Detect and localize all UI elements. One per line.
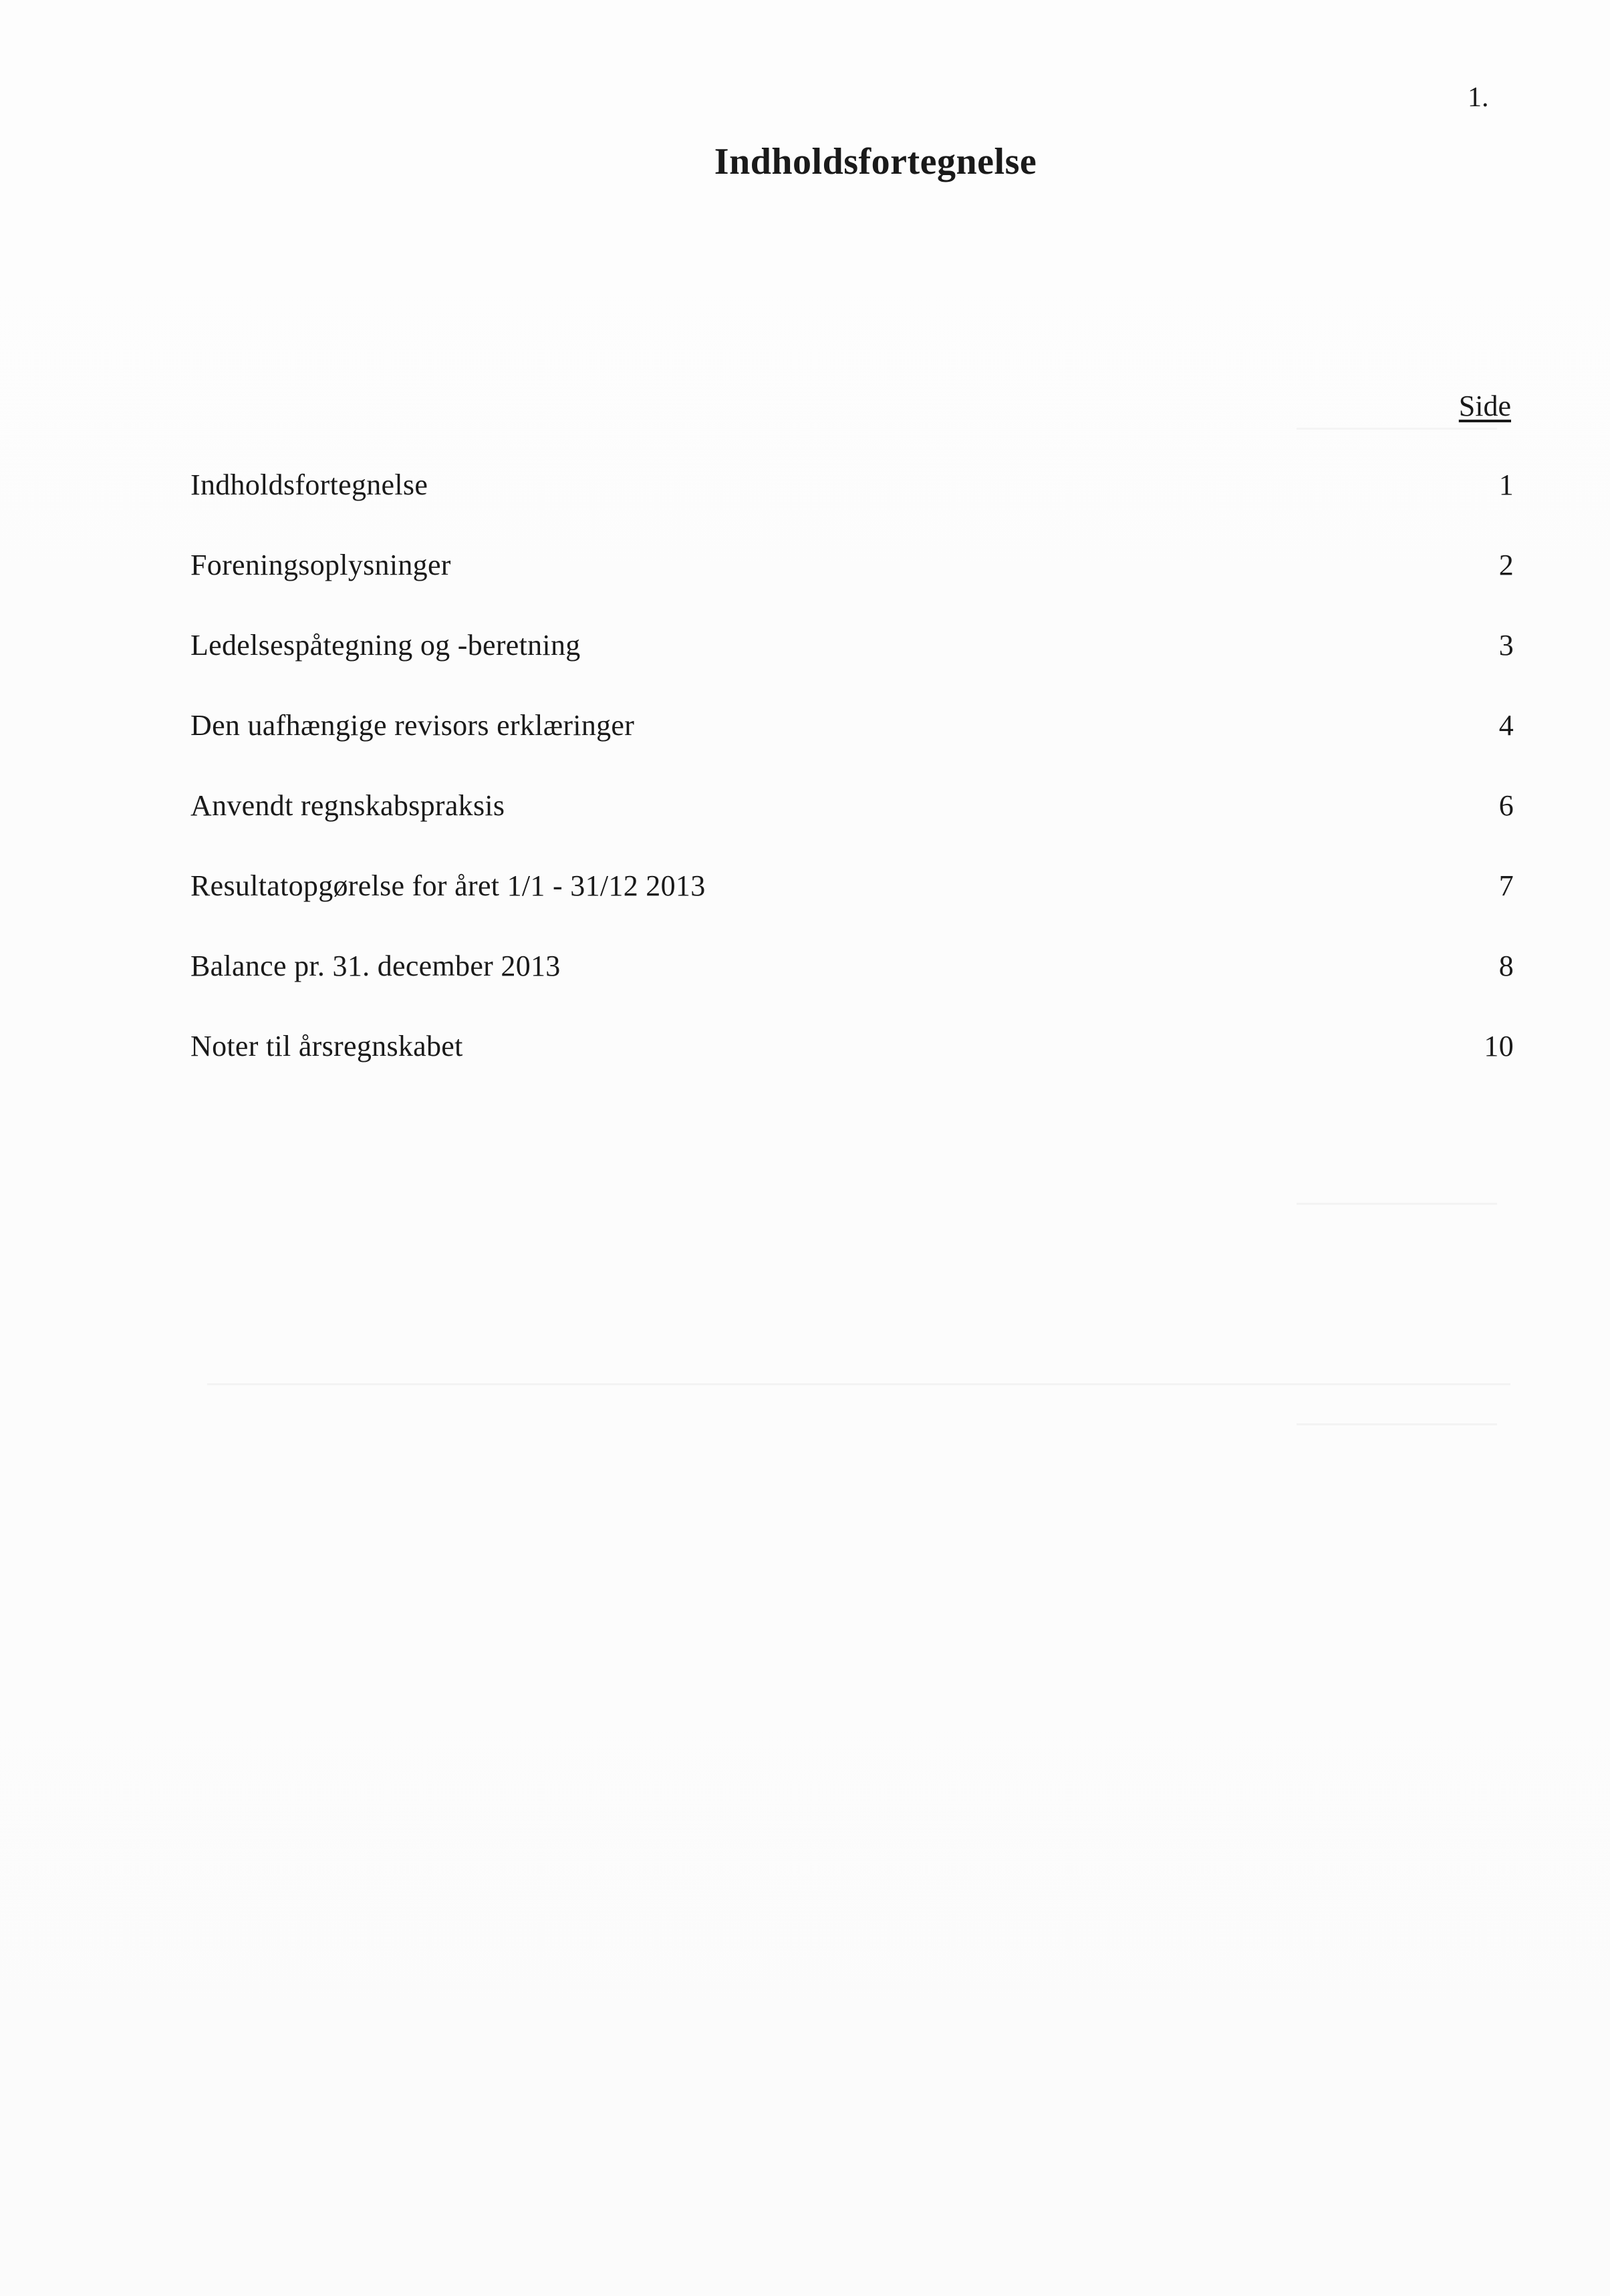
toc-entry-label: Noter til årsregnskabet (190, 1030, 463, 1062)
toc-entry (190, 1029, 1514, 1109)
table-of-contents (190, 468, 1514, 1109)
show-through-line (207, 1383, 1510, 1385)
toc-entry-page: 6 (1498, 789, 1514, 822)
toc-entry-page: 1 (1498, 468, 1514, 501)
toc-entry-page: 10 (1484, 1030, 1514, 1062)
toc-entry-label: Balance pr. 31. december 2013 (190, 950, 561, 982)
toc-entry-label: Den uafhængige revisors erklæringer (190, 709, 635, 742)
toc-entry (190, 708, 1514, 788)
toc-entry-page: 8 (1498, 950, 1514, 982)
toc-entry (190, 788, 1514, 869)
toc-entry (190, 949, 1514, 1029)
toc-entry (190, 468, 1514, 548)
toc-entry-label: Foreningsoplysninger (190, 549, 451, 581)
toc-entry-page: 2 (1498, 549, 1514, 581)
toc-entry (190, 869, 1514, 949)
toc-entry-label: Resultatopgørelse for året 1/1 - 31/12 2013 (190, 869, 706, 902)
toc-entry (190, 548, 1514, 628)
page-title: Indholdsfortegnelse (714, 141, 1037, 182)
toc-entry-label: Anvendt regnskabspraksis (190, 789, 505, 822)
toc-entry-page: 7 (1498, 869, 1514, 902)
show-through-line (1297, 1423, 1497, 1425)
toc-entry-label: Ledelsespåtegning og -beretning (190, 629, 581, 662)
toc-column-header: Side (1458, 390, 1511, 422)
toc-entry-label: Indholdsfortegnelse (190, 468, 428, 501)
show-through-line (1297, 428, 1497, 430)
page-number: 1. (1468, 82, 1489, 113)
toc-entry-page: 3 (1498, 629, 1514, 662)
toc-entry (190, 628, 1514, 708)
show-through-line (1297, 1203, 1497, 1205)
toc-entry-page: 4 (1498, 709, 1514, 742)
